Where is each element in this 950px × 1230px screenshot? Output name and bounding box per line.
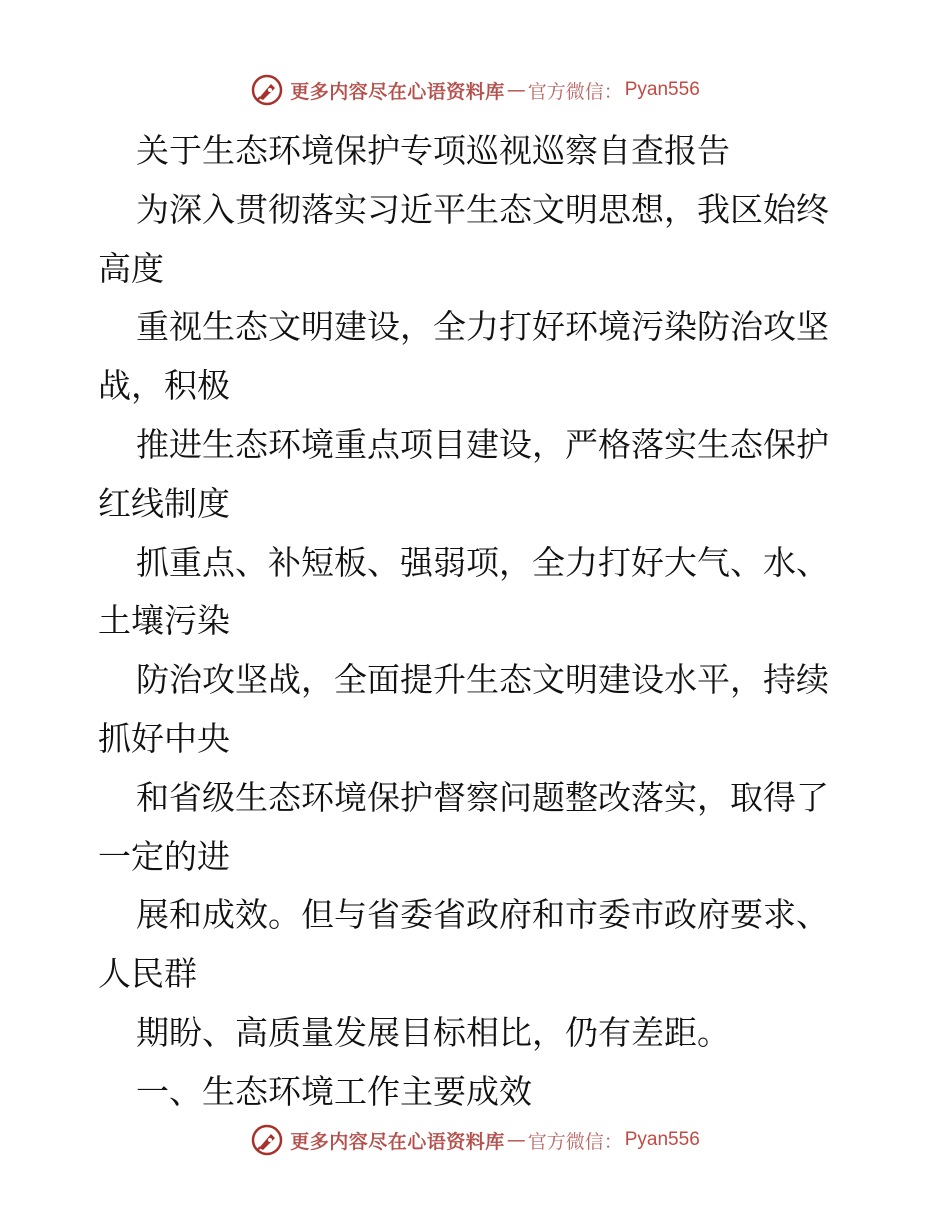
brand-text: 更多内容尽在心语资料库 — [290, 80, 505, 103]
document-body — [98, 122, 858, 1122]
text-line: 防治攻坚战，全面提升生态文明建设水平，持续 — [136, 660, 829, 700]
text-line: 抓好中央 — [98, 718, 230, 758]
text-line: 推进生态环境重点项目建设，严格落实生态保护 — [136, 424, 829, 464]
text-line: 重视生态文明建设，全力打好环境污染防治攻坚 — [136, 307, 829, 347]
text-line: 抓重点、补短板、强弱项，全力打好大气、水、 — [136, 542, 829, 582]
pen-nib-circle-icon — [250, 1123, 284, 1157]
wechat-label: 官方微信： — [527, 1130, 623, 1153]
text-line: 和省级生态环境保护督察问题整改落实，取得了 — [136, 777, 829, 817]
text-line: 土壤污染 — [98, 601, 230, 641]
text-line: 一定的进 — [98, 836, 230, 876]
text-line: 一、生态环境工作主要成效 — [136, 1071, 532, 1111]
wechat-id: Pyan556 — [624, 1129, 700, 1150]
pen-nib-circle-icon — [250, 73, 284, 107]
banner-dash: — — [506, 1129, 526, 1151]
wechat-id: Pyan556 — [624, 79, 700, 100]
footer-watermark-banner — [0, 1120, 950, 1160]
text-line: 战，积极 — [98, 366, 230, 406]
banner-dash: — — [506, 79, 526, 101]
brand-text: 更多内容尽在心语资料库 — [290, 1130, 505, 1153]
text-line: 为深入贯彻落实习近平生态文明思想，我区始终 — [136, 189, 829, 229]
wechat-label: 官方微信： — [527, 80, 623, 103]
header-watermark-banner — [0, 70, 950, 110]
text-line: 红线制度 — [98, 483, 230, 523]
text-line: 人民群 — [98, 954, 197, 994]
text-line: 高度 — [98, 248, 164, 288]
text-line: 展和成效。但与省委省政府和市委市政府要求、 — [136, 895, 829, 935]
text-line: 关于生态环境保护专项巡视巡察自查报告 — [136, 131, 730, 170]
text-line: 期盼、高质量发展目标相比，仍有差距。 — [136, 1012, 730, 1052]
